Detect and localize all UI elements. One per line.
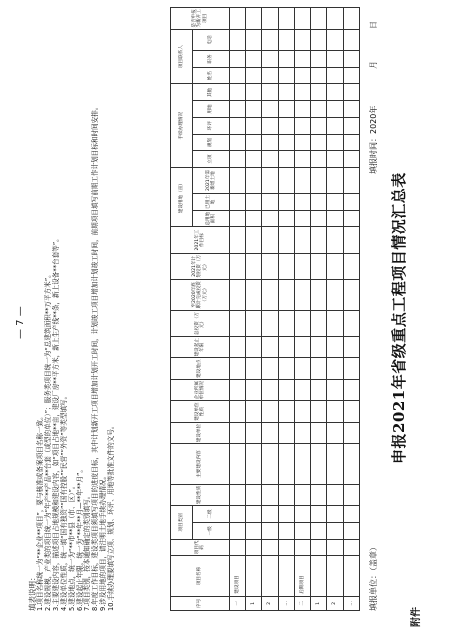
table-cell xyxy=(229,210,245,227)
row-seq: 2 xyxy=(262,596,278,610)
table-cell xyxy=(311,8,327,30)
table-cell xyxy=(294,84,310,101)
table-cell xyxy=(343,67,359,84)
table-cell xyxy=(343,506,359,523)
table-cell xyxy=(327,134,343,151)
table-cell xyxy=(294,522,310,539)
attachment-label: 附件 xyxy=(411,607,422,627)
table-cell xyxy=(262,279,278,310)
header-project-code: 项目代码 xyxy=(171,539,230,556)
instruction-item: 8.年度工作目标，建设类项目须填写项目的进度目标，其中计划新开工项目增加计划开工时间，计划竣工项目增加计划竣工时间，前期项目填写前期工作计划目标和时间安排。 xyxy=(91,103,100,611)
table-cell xyxy=(343,310,359,336)
table-cell xyxy=(327,310,343,336)
table-cell xyxy=(311,134,327,151)
table-cell xyxy=(343,101,359,118)
row-seq: 2 xyxy=(327,596,343,610)
table-cell xyxy=(278,29,294,50)
month-label: 月 xyxy=(369,61,378,69)
table-cell xyxy=(229,227,245,253)
table-cell xyxy=(327,539,343,556)
header-contact-position: 职务 xyxy=(193,51,230,68)
table-cell xyxy=(294,8,310,30)
row-seq: 1 xyxy=(246,596,262,610)
row-seq: 二 xyxy=(294,596,310,610)
table-cell xyxy=(327,279,343,310)
table-cell xyxy=(343,484,359,505)
table-cell xyxy=(294,444,310,485)
table-cell xyxy=(229,51,245,68)
table-cell xyxy=(278,310,294,336)
header-construction-nature: 建设性质 xyxy=(171,484,230,505)
day-label: 日 xyxy=(369,21,378,29)
table-cell xyxy=(262,117,278,134)
table-cell xyxy=(278,227,294,253)
table-cell xyxy=(262,51,278,68)
table-cell xyxy=(229,134,245,151)
header-total-investment: 总投资（万元） xyxy=(171,310,230,336)
table-cell xyxy=(343,29,359,50)
table-cell xyxy=(327,67,343,84)
table-cell xyxy=(311,167,327,193)
table-cell xyxy=(327,444,343,485)
table-cell xyxy=(343,337,359,358)
table-cell xyxy=(327,253,343,279)
header-work-target-2021: 2021年工作目标 xyxy=(171,227,230,253)
table-cell xyxy=(262,358,278,379)
table-cell xyxy=(294,484,310,505)
instruction-item: 4.建设单位性质，统一填“国有独资”“国有控股”“民营”“外资”等类型填写。 xyxy=(59,392,68,611)
header-is-new-2021: 是否申报为新开工项目 xyxy=(171,8,230,30)
header-land: 建设用地（亩） xyxy=(171,167,193,227)
row-seq: 1 xyxy=(311,596,327,610)
row-project-name xyxy=(278,556,294,597)
header-main-content: 主要建设内容 xyxy=(171,444,230,485)
table-cell xyxy=(246,379,262,400)
header-project-name: 项目名称 xyxy=(171,556,230,597)
table-cell xyxy=(246,134,262,151)
table-cell xyxy=(278,51,294,68)
table-cell xyxy=(343,8,359,30)
header-proc-other: 其他 xyxy=(193,84,230,101)
header-location: 建设地点 xyxy=(171,358,230,379)
table-cell xyxy=(246,227,262,253)
table-cell xyxy=(246,522,262,539)
instruction-item: 6.建设起止年限，统一为“**年**月—**年**月”。 xyxy=(75,466,84,611)
table-cell xyxy=(246,279,262,310)
table-cell xyxy=(229,401,245,422)
table-cell xyxy=(327,29,343,50)
table-cell xyxy=(278,337,294,358)
row-project-name xyxy=(262,556,278,597)
table-cell xyxy=(343,84,359,101)
table-cell xyxy=(311,422,327,443)
table-cell xyxy=(229,279,245,310)
table-cell xyxy=(311,210,327,227)
table-cell xyxy=(229,67,245,84)
header-proc-planning: 规划 xyxy=(193,134,230,151)
table-cell xyxy=(343,151,359,168)
table-cell xyxy=(343,401,359,422)
header-construction-unit: 建设单位 xyxy=(171,422,230,443)
table-cell xyxy=(343,167,359,193)
table-cell xyxy=(278,539,294,556)
table-cell xyxy=(327,101,343,118)
table-cell xyxy=(294,101,310,118)
table-cell xyxy=(294,253,310,279)
table-cell xyxy=(311,279,327,310)
table-cell xyxy=(246,151,262,168)
table-cell xyxy=(229,84,245,101)
table-cell xyxy=(262,444,278,485)
header-land-got: 已用土地 xyxy=(193,194,230,211)
table-cell xyxy=(246,506,262,523)
table-cell xyxy=(246,210,262,227)
table-cell xyxy=(278,279,294,310)
table-cell xyxy=(229,117,245,134)
table-cell xyxy=(229,358,245,379)
table-cell xyxy=(262,67,278,84)
table-cell xyxy=(246,310,262,336)
table-cell xyxy=(327,358,343,379)
table-cell xyxy=(278,194,294,211)
table-cell xyxy=(262,134,278,151)
instruction-item: 3.主要建设内容，描述项目占地规模和建设内容，如“项目占地**亩，建设厂房**平方米，新上生产线**条，新上设备**台套等”。 xyxy=(51,235,60,611)
table-cell xyxy=(278,210,294,227)
table-cell xyxy=(262,253,278,279)
header-contact-phone: 电话 xyxy=(193,29,230,50)
table-cell xyxy=(262,506,278,523)
table-cell xyxy=(327,51,343,68)
row-seq: … xyxy=(278,596,294,610)
table-cell xyxy=(343,539,359,556)
row-project-name xyxy=(343,556,359,597)
table-cell xyxy=(327,194,343,211)
header-period: 建设起止年限 xyxy=(171,337,230,358)
header-land-needed-2021: 2021年需新增土地 xyxy=(193,167,230,193)
table-cell xyxy=(343,117,359,134)
header-cat-level1: 一级 xyxy=(193,522,230,539)
table-cell xyxy=(262,379,278,400)
table-cell xyxy=(246,253,262,279)
table-cell xyxy=(246,29,262,50)
instructions xyxy=(28,11,116,611)
table-cell xyxy=(327,84,343,101)
reporting-unit-label: 填报单位：（盖章） xyxy=(369,543,378,611)
table-cell xyxy=(311,67,327,84)
table-cell xyxy=(262,310,278,336)
table-cell xyxy=(311,310,327,336)
table-cell xyxy=(262,210,278,227)
table-cell xyxy=(311,379,327,400)
table-cell xyxy=(278,67,294,84)
row-seq: … xyxy=(343,596,359,610)
table-cell xyxy=(294,279,310,310)
table-cell xyxy=(294,194,310,211)
table-cell xyxy=(246,422,262,443)
table-cell xyxy=(294,117,310,134)
row-seq: 一 xyxy=(229,596,245,610)
table-cell xyxy=(246,101,262,118)
table-cell xyxy=(278,401,294,422)
table-cell xyxy=(246,337,262,358)
table-cell xyxy=(278,151,294,168)
table-cell xyxy=(294,379,310,400)
table-cell xyxy=(278,522,294,539)
table-cell xyxy=(327,210,343,227)
row-project-name: 建设项目 xyxy=(229,556,245,597)
table-cell xyxy=(343,358,359,379)
table-cell xyxy=(262,422,278,443)
table-cell xyxy=(229,539,245,556)
table-cell xyxy=(327,522,343,539)
table-cell xyxy=(278,484,294,505)
table-cell xyxy=(262,151,278,168)
table-row xyxy=(311,8,327,611)
table-cell xyxy=(229,522,245,539)
table-cell xyxy=(343,379,359,400)
table-cell xyxy=(278,134,294,151)
table-cell xyxy=(327,422,343,443)
table-cell xyxy=(262,101,278,118)
table-cell xyxy=(262,539,278,556)
table-cell xyxy=(343,210,359,227)
table-row xyxy=(294,8,310,611)
instruction-item: 2.建设规模，产业类的项目统一为“年产**产品**台套（或型的单位）”；服务类项目统一为“总建筑面积**万平方米”。 xyxy=(43,271,52,611)
table-cell xyxy=(278,444,294,485)
table-cell xyxy=(246,51,262,68)
table-cell xyxy=(229,422,245,443)
instructions-heading: 填表说明： xyxy=(28,573,37,611)
table-cell xyxy=(327,401,343,422)
table-cell xyxy=(294,167,310,193)
table-cell xyxy=(229,167,245,193)
header-enterprise-info: 企业所属单位情况 xyxy=(171,379,230,400)
row-project-name xyxy=(327,556,343,597)
table-cell xyxy=(246,84,262,101)
table-cell xyxy=(327,167,343,193)
table-cell xyxy=(294,134,310,151)
table-cell xyxy=(311,29,327,50)
table-cell xyxy=(294,151,310,168)
table-cell xyxy=(311,444,327,485)
header-category: 项目类别 xyxy=(171,506,193,539)
table-cell xyxy=(343,444,359,485)
header-land-total: 总用地面积 xyxy=(193,210,230,227)
table-cell xyxy=(246,194,262,211)
table-cell xyxy=(294,210,310,227)
table-cell xyxy=(246,8,262,30)
table-cell xyxy=(311,539,327,556)
table-cell xyxy=(311,506,327,523)
table-cell xyxy=(278,422,294,443)
table-cell xyxy=(246,117,262,134)
table-cell xyxy=(246,444,262,485)
table-cell xyxy=(294,401,310,422)
row-project-name: 后期项目 xyxy=(294,556,310,597)
table-cell xyxy=(311,401,327,422)
table-cell xyxy=(229,444,245,485)
table-cell xyxy=(278,84,294,101)
table-cell xyxy=(343,422,359,443)
table-cell xyxy=(294,358,310,379)
table-cell xyxy=(327,484,343,505)
table-cell xyxy=(311,51,327,68)
table-cell xyxy=(262,194,278,211)
table-cell xyxy=(343,279,359,310)
table-cell xyxy=(311,484,327,505)
table-cell xyxy=(229,337,245,358)
project-summary-table xyxy=(170,7,360,611)
table-cell xyxy=(278,117,294,134)
table-cell xyxy=(229,310,245,336)
table-cell xyxy=(294,227,310,253)
header-cat-level2: 二级 xyxy=(193,506,230,523)
table-cell xyxy=(343,227,359,253)
table-cell xyxy=(246,539,262,556)
table-cell xyxy=(343,51,359,68)
row-project-name xyxy=(246,556,262,597)
table-row xyxy=(343,8,359,611)
instruction-item: 7.项目类别，按本通知确定的类别填写。 xyxy=(83,492,92,611)
table-cell xyxy=(343,522,359,539)
table-cell xyxy=(327,8,343,30)
header-procedures: 手续办理情况 xyxy=(171,84,193,167)
table-cell xyxy=(278,506,294,523)
table-cell xyxy=(294,337,310,358)
header-proc-land: 用地 xyxy=(193,101,230,118)
table-cell xyxy=(278,358,294,379)
table-cell xyxy=(294,29,310,50)
table-cell xyxy=(262,337,278,358)
table-row xyxy=(246,8,262,611)
table-cell xyxy=(262,522,278,539)
table-cell xyxy=(246,358,262,379)
table-cell xyxy=(278,8,294,30)
table-row xyxy=(229,8,245,611)
table-cell xyxy=(229,29,245,50)
table-row xyxy=(262,8,278,611)
table-cell xyxy=(343,253,359,279)
table-cell xyxy=(311,84,327,101)
table-cell xyxy=(294,67,310,84)
table-cell xyxy=(294,539,310,556)
table-cell xyxy=(294,422,310,443)
table-cell xyxy=(229,484,245,505)
header-proc-establish: 立项 xyxy=(193,151,230,168)
table-cell xyxy=(262,29,278,50)
table-row xyxy=(278,8,294,611)
table-row xyxy=(327,8,343,611)
table-cell xyxy=(311,194,327,211)
table-cell xyxy=(294,51,310,68)
page-number: — 7 — xyxy=(15,306,26,339)
document-title: 申报2021年省级重点工程项目情况汇总表 xyxy=(390,172,408,464)
instruction-item: 9.涉及用地的项目，请注明土地手续办理情况。 xyxy=(99,472,108,611)
table-cell xyxy=(278,379,294,400)
table-cell xyxy=(327,506,343,523)
table-cell xyxy=(311,151,327,168)
table-cell xyxy=(229,253,245,279)
table-cell xyxy=(343,194,359,211)
table-cell xyxy=(343,134,359,151)
table-cell xyxy=(294,506,310,523)
table-cell xyxy=(278,101,294,118)
header-proc-env: 环评 xyxy=(193,117,230,134)
instruction-item: 1.项目名称统一为“**企业**项目”，要与核准或备案项目名称一致。 xyxy=(36,413,44,611)
table-cell xyxy=(311,117,327,134)
table-cell xyxy=(229,8,245,30)
table-cell xyxy=(278,167,294,193)
table-cell xyxy=(278,253,294,279)
header-contact: 项目联系人 xyxy=(171,29,193,84)
table-cell xyxy=(262,227,278,253)
table-cell xyxy=(262,401,278,422)
instruction-item: 5.建设地点，统一为“**市**县（市、区）”。 xyxy=(67,482,76,611)
table-cell xyxy=(327,151,343,168)
table-cell xyxy=(262,8,278,30)
header-seq: 序号 xyxy=(171,596,230,610)
table-cell xyxy=(327,227,343,253)
table-cell xyxy=(311,337,327,358)
fill-date-label: 填报时间：2020年 xyxy=(369,105,378,174)
table-cell xyxy=(327,379,343,400)
row-project-name xyxy=(311,556,327,597)
header-unit-nature: 建设单位性质 xyxy=(171,401,230,422)
instructions-list xyxy=(37,11,116,611)
table-body xyxy=(229,8,359,611)
header-completed-2020: 至2020年底累计完成投资（万元） xyxy=(171,279,230,310)
table-cell xyxy=(294,310,310,336)
table-cell xyxy=(229,379,245,400)
table-cell xyxy=(229,151,245,168)
table-cell xyxy=(229,194,245,211)
table-cell xyxy=(246,401,262,422)
table-cell xyxy=(246,484,262,505)
table-cell xyxy=(311,253,327,279)
instruction-item: 10.手续办理要填写立项、规划、环评、用地等批准文件的文号。 xyxy=(107,422,116,611)
table-cell xyxy=(262,84,278,101)
table-cell xyxy=(311,358,327,379)
table-cell xyxy=(262,167,278,193)
table-cell xyxy=(229,506,245,523)
table-cell xyxy=(229,101,245,118)
table-cell xyxy=(311,227,327,253)
table-cell xyxy=(262,484,278,505)
table-cell xyxy=(246,167,262,193)
header-plan-2021: 2021年计划投资（万元） xyxy=(171,253,230,279)
table-cell xyxy=(327,117,343,134)
header-contact-name: 姓名 xyxy=(193,67,230,84)
table-cell xyxy=(311,101,327,118)
table-cell xyxy=(327,337,343,358)
table-cell xyxy=(246,67,262,84)
table-cell xyxy=(311,522,327,539)
